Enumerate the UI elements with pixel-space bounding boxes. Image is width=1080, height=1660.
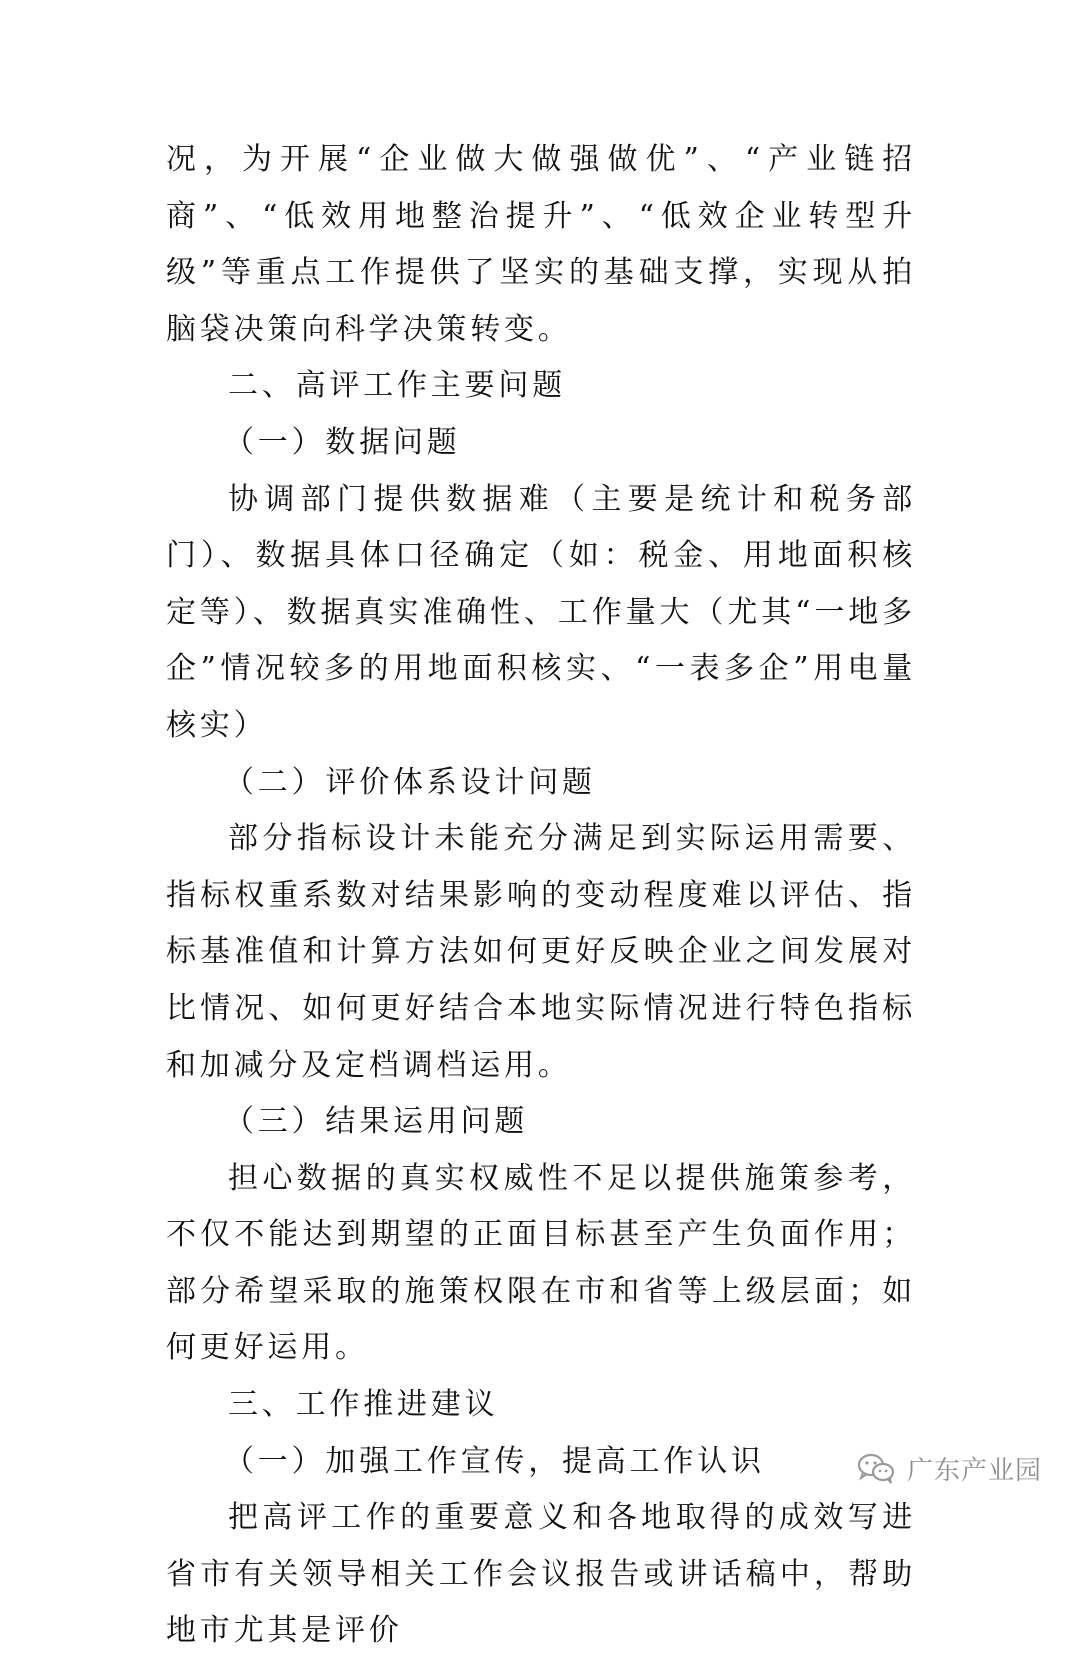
section-heading-2: 二、高评工作主要问题 xyxy=(228,368,566,404)
subheading-result-usage: （三）结果运用问题 xyxy=(224,1104,529,1140)
watermark-text: 广东产业园 xyxy=(906,1455,1042,1486)
subheading-data-issues: （一）数据问题 xyxy=(224,424,461,460)
document-body xyxy=(166,132,916,1660)
section-heading-3: 三、工作推进建议 xyxy=(228,1387,499,1423)
paragraph-continued: 况，为开展“企业做大做强做优”、“产业链招商”、“低效用地整治提升”、“低效企业转型升级”等重点工作提供了坚实的基础支撑，实现从拍脑袋决策向科学决策转变。 xyxy=(166,142,916,347)
subheading-publicity: （一）加强工作宣传，提高工作认识 xyxy=(224,1443,765,1479)
subheading-evaluation-system: （二）评价体系设计问题 xyxy=(224,764,596,800)
paragraph-data-issues: 协调部门提供数据难（主要是统计和税务部门）、数据具体口径确定（如：税金、用地面积核定等）、数据真实准确性、工作量大（尤其“一地多企”情况较多的用地面积核实、“一表多企”用电量核实） xyxy=(166,481,916,743)
paragraph-result-usage: 担心数据的真实权威性不足以提供施策参考，不仅不能达到期望的正面目标甚至产生负面作用；部分希望采取的施策权限在市和省等上级层面；如何更好运用。 xyxy=(166,1160,916,1366)
paragraph-evaluation-system: 部分指标设计未能充分满足到实际运用需要、指标权重系数对结果影响的变动程度难以评估、指标基准值和计算方法如何更好反映企业之间发展对比情况、如何更好结合本地实际情况进行特色指标和加减分及定档调档运用。 xyxy=(166,821,916,1083)
paragraph-publicity: 把高评工作的重要意义和各地取得的成效写进省市有关领导相关工作会议报告或讲话稿中，帮助地市尤其是评价 xyxy=(166,1500,916,1649)
wechat-icon xyxy=(857,1452,895,1484)
watermark xyxy=(857,1438,1042,1498)
